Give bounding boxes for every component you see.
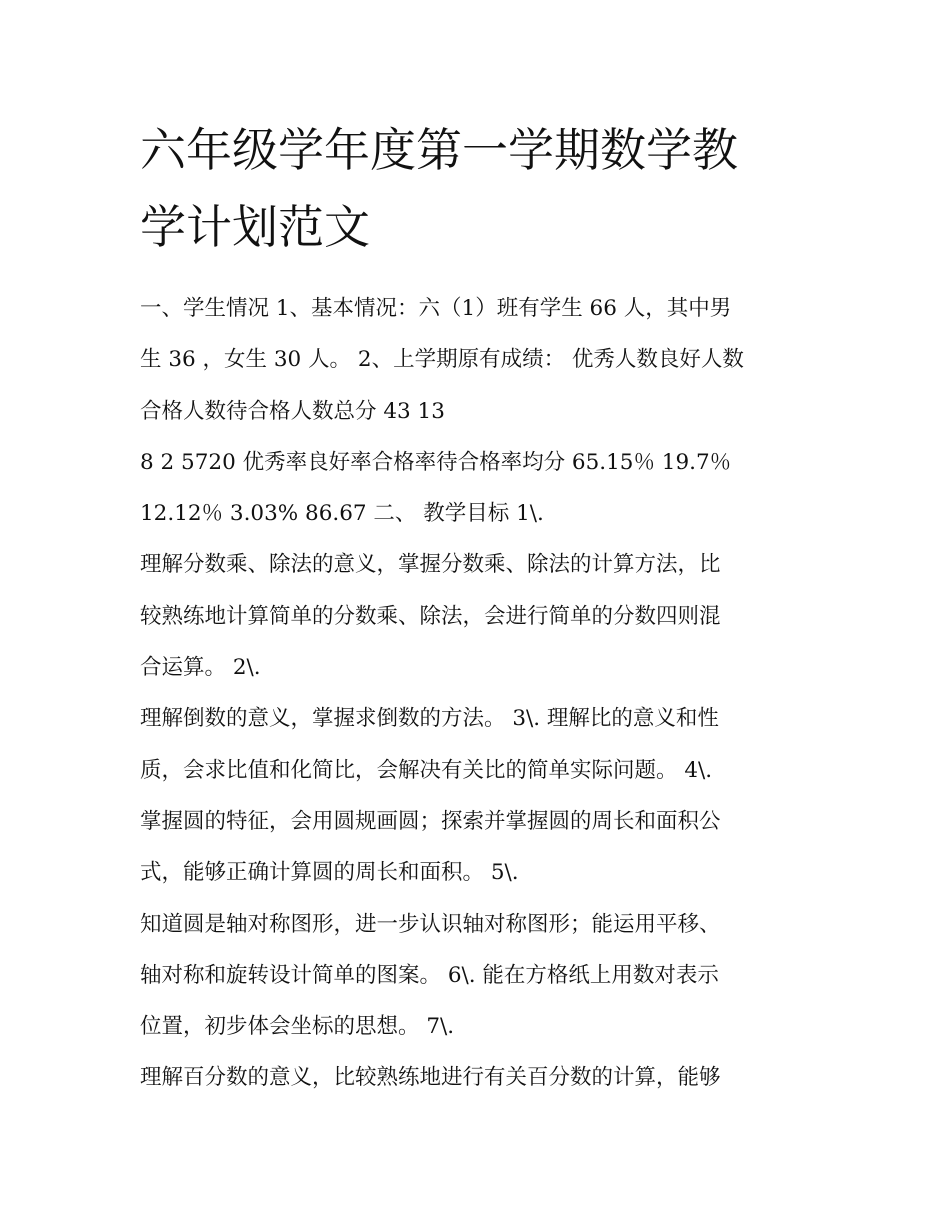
body-line: 理解倒数的意义，掌握求倒数的方法。 3\. 理解比的意义和性 <box>140 706 719 732</box>
document-body <box>140 283 840 1104</box>
body-line: 知道圆是轴对称图形，进一步认识轴对称图形；能运用平移、 <box>140 911 721 937</box>
body-line: 12.12％ 3.03% 86.67 二、 教学目标 1\. <box>140 501 544 527</box>
body-line: 一、学生情况 1、基本情况：六（1）班有学生 66 人，其中男 <box>140 296 732 321</box>
body-line: 质，会求比值和化简比，会解决有关比的简单实际问题。 4\. <box>140 757 713 783</box>
body-line: 生 36 ，女生 30 人。 2、上学期原有成绩： 优秀人数良好人数 <box>140 347 744 373</box>
document-title <box>140 112 860 266</box>
body-line: 式，能够正确计算圆的周长和面积。 5\. <box>140 860 519 886</box>
body-line: 位置，初步体会坐标的思想。 7\. <box>140 1014 455 1040</box>
body-line: 轴对称和旋转设计简单的图案。 6\. 能在方格纸上用数对表示 <box>140 962 719 988</box>
body-line: 较熟练地计算简单的分数乘、除法，会进行简单的分数四则混 <box>140 603 721 629</box>
body-line: 8 2 5720 优秀率良好率合格率待合格率均分 65.15％ 19.7％ <box>140 449 732 475</box>
body-line: 合格人数待合格人数总分 43 13 <box>140 398 445 424</box>
body-line: 理解百分数的意义，比较熟练地进行有关百分数的计算，能够 <box>140 1065 721 1091</box>
body-line: 理解分数乘、除法的意义，掌握分数乘、除法的计算方法，比 <box>140 552 721 578</box>
title-line: 学计划范文 <box>140 200 370 254</box>
body-line: 合运算。 2\. <box>140 655 261 681</box>
title-line: 六年级学年度第一学期数学教 <box>140 123 738 177</box>
body-line: 掌握圆的特征，会用圆规画圆；探索并掌握圆的周长和面积公 <box>140 808 721 834</box>
